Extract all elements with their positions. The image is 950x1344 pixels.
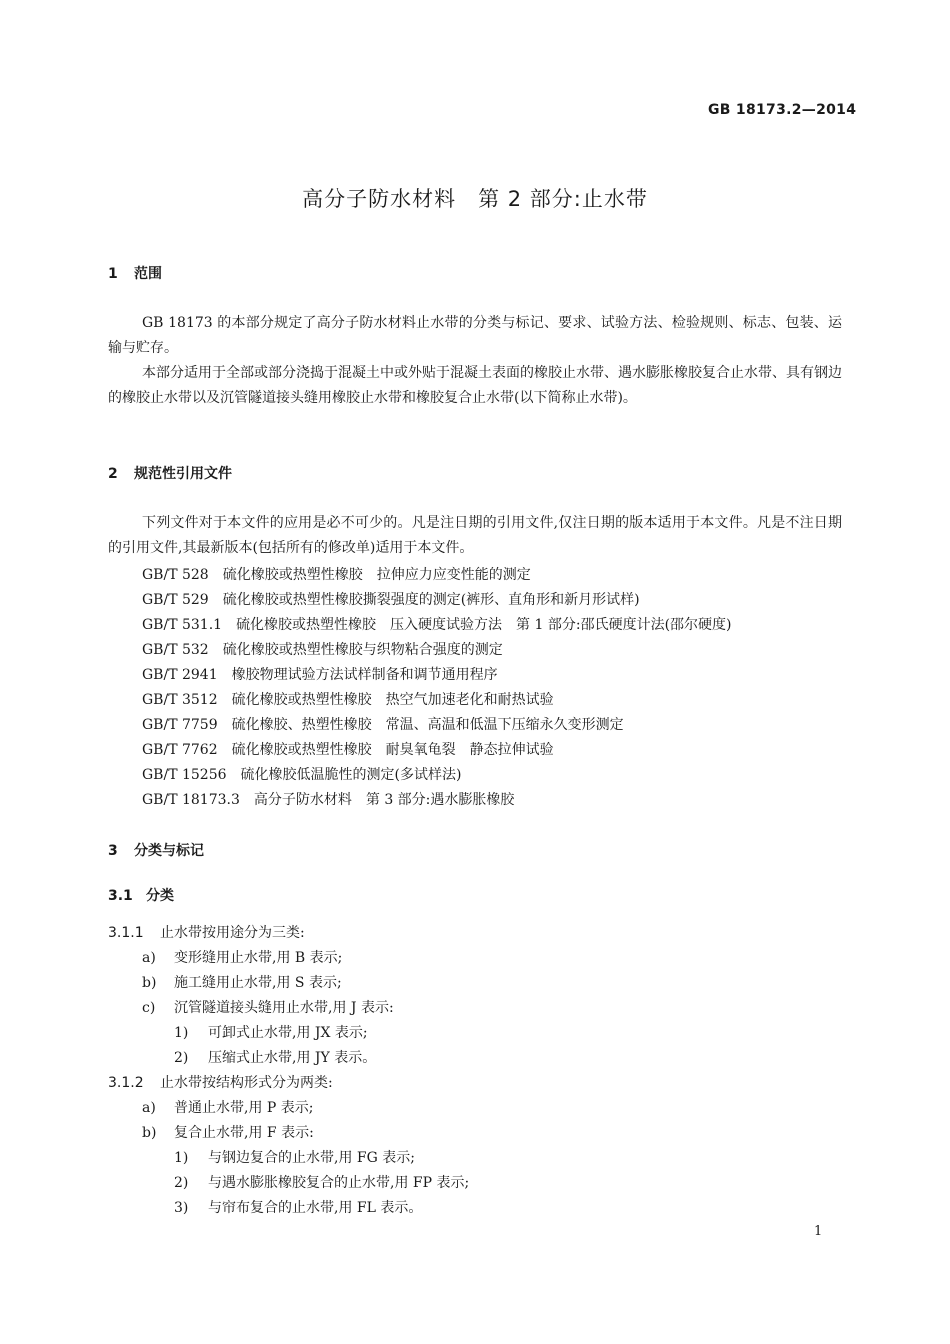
section-number: 1 — [108, 266, 118, 282]
sub-list-item — [174, 1047, 376, 1067]
reference-item — [142, 614, 732, 634]
reference-item — [142, 664, 498, 684]
list-label: 3) — [174, 1200, 189, 1216]
list-label: a) — [142, 1100, 156, 1116]
section-1-paragraph-2: 本部分适用于全部或部分浇捣于混凝土中或外贴于混凝土表面的橡胶止水带、遇水膨胀橡胶复合止水带、具有钢边的橡胶止水带以及沉管隧道接头缝用橡胶止水带和橡胶复合止水带(以下简称止水带)。 — [108, 365, 842, 406]
clause-number: 3.1.1 — [108, 925, 144, 941]
reference-item — [142, 689, 554, 709]
list-text: 与遇水膨胀橡胶复合的止水带,用 FP 表示; — [208, 1175, 470, 1191]
reference-item — [142, 764, 461, 784]
section-1-heading — [108, 263, 162, 283]
list-text: 施工缝用止水带,用 S 表示; — [174, 975, 342, 991]
list-item — [142, 1122, 314, 1142]
reference-code: GB/T 531.1 — [142, 617, 223, 633]
reference-code: GB/T 18173.3 — [142, 792, 240, 808]
reference-code: GB/T 532 — [142, 642, 209, 658]
list-text: 普通止水带,用 P 表示; — [174, 1100, 314, 1116]
sub-list-item — [174, 1197, 422, 1217]
reference-title: 硫化橡胶或热塑性橡胶 压入硬度试验方法 第 1 部分:邵氏硬度计法(邵尔硬度) — [236, 617, 732, 633]
section-title: 规范性引用文件 — [134, 466, 232, 482]
list-item — [142, 997, 394, 1017]
reference-code: GB/T 528 — [142, 567, 209, 583]
list-text: 复合止水带,用 F 表示: — [174, 1125, 314, 1141]
reference-code: GB/T 529 — [142, 592, 209, 608]
list-text: 与帘布复合的止水带,用 FL 表示。 — [208, 1200, 423, 1216]
reference-item — [142, 789, 514, 809]
list-item — [142, 1097, 314, 1117]
reference-title: 硫化橡胶、热塑性橡胶 常温、高温和低温下压缩永久变形测定 — [231, 717, 624, 733]
list-label: 2) — [174, 1175, 189, 1191]
reference-title: 硫化橡胶或热塑性橡胶 耐臭氧龟裂 静态拉伸试验 — [231, 742, 554, 758]
reference-title: 硫化橡胶低温脆性的测定(多试样法) — [240, 767, 462, 783]
section-2-intro: 下列文件对于本文件的应用是必不可少的。凡是注日期的引用文件,仅注日期的版本适用于本文件。凡是不注日期的引用文件,其最新版本(包括所有的修改单)适用于本文件。 — [108, 515, 842, 556]
reference-item — [142, 589, 640, 609]
page-number: 1 — [814, 1224, 823, 1239]
reference-code: GB/T 7759 — [142, 717, 218, 733]
section-number: 3 — [108, 843, 118, 859]
standard-code: GB 18173.2—2014 — [708, 102, 857, 118]
list-text: 变形缝用止水带,用 B 表示; — [174, 950, 343, 966]
section-2-heading — [108, 463, 232, 483]
reference-item — [142, 639, 503, 659]
reference-code: GB/T 2941 — [142, 667, 218, 683]
clause-3-1-1 — [108, 922, 305, 942]
clause-3-1-2 — [108, 1072, 333, 1092]
reference-title: 橡胶物理试验方法试样制备和调节通用程序 — [231, 667, 498, 683]
subsection-3-1-heading — [108, 885, 174, 905]
reference-code: GB/T 7762 — [142, 742, 218, 758]
subsection-number: 3.1 — [108, 888, 133, 904]
section-number: 2 — [108, 466, 118, 482]
reference-item — [142, 739, 554, 759]
clause-number: 3.1.2 — [108, 1075, 144, 1091]
reference-item — [142, 564, 531, 584]
section-3-heading — [108, 840, 204, 860]
list-label: 1) — [174, 1150, 189, 1166]
list-item — [142, 972, 342, 992]
list-label: 1) — [174, 1025, 189, 1041]
reference-title: 高分子防水材料 第 3 部分:遇水膨胀橡胶 — [253, 792, 515, 808]
section-title: 分类与标记 — [134, 843, 204, 859]
list-text: 与钢边复合的止水带,用 FG 表示; — [208, 1150, 415, 1166]
clause-text: 止水带按用途分为三类: — [160, 925, 305, 941]
reference-code: GB/T 3512 — [142, 692, 218, 708]
reference-code: GB/T 15256 — [142, 767, 227, 783]
reference-title: 硫化橡胶或热塑性橡胶与织物粘合强度的测定 — [222, 642, 503, 658]
list-label: 2) — [174, 1050, 189, 1066]
list-text: 沉管隧道接头缝用止水带,用 J 表示: — [174, 1000, 394, 1016]
list-label: a) — [142, 950, 156, 966]
clause-text: 止水带按结构形式分为两类: — [160, 1075, 333, 1091]
list-label: b) — [142, 1125, 157, 1141]
reference-title: 硫化橡胶或热塑性橡胶 热空气加速老化和耐热试验 — [231, 692, 554, 708]
list-text: 压缩式止水带,用 JY 表示。 — [208, 1050, 377, 1066]
list-label: c) — [142, 1000, 156, 1016]
list-label: b) — [142, 975, 157, 991]
sub-list-item — [174, 1172, 469, 1192]
section-1-paragraph-1: GB 18173 的本部分规定了高分子防水材料止水带的分类与标记、要求、试验方法、检验规则、标志、包装、运输与贮存。 — [108, 315, 842, 356]
document-title: 高分子防水材料 第 2 部分:止水带 — [302, 187, 648, 211]
reference-item — [142, 714, 624, 734]
subsection-title: 分类 — [146, 888, 174, 904]
sub-list-item — [174, 1147, 415, 1167]
list-item — [142, 947, 342, 967]
section-title: 范围 — [134, 266, 162, 282]
reference-title: 硫化橡胶或热塑性橡胶 拉伸应力应变性能的测定 — [222, 567, 531, 583]
list-text: 可卸式止水带,用 JX 表示; — [208, 1025, 368, 1041]
reference-title: 硫化橡胶或热塑性橡胶撕裂强度的测定(裤形、直角形和新月形试样) — [222, 592, 640, 608]
sub-list-item — [174, 1022, 368, 1042]
